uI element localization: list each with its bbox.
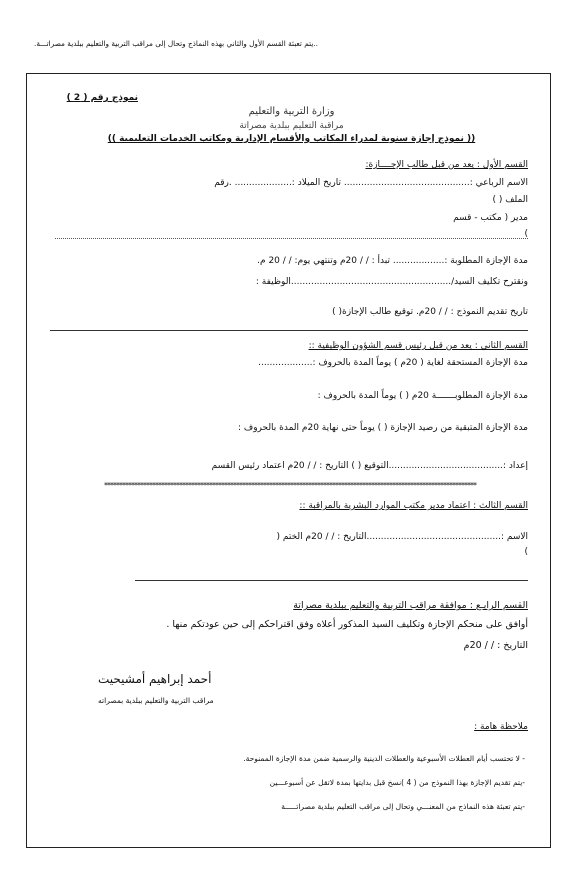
- section1-director-row: مدير ( مكتب - قسم: [453, 213, 528, 223]
- signatory-name: أحمد إبراهيم أمشيحيت: [98, 672, 212, 686]
- top-note: ..يتم تعبئة القسم الأول والثاني بهذه النماذج وتحال إلى مراقب التربية والتعليم ببلدية مصراتـــة.: [34, 39, 319, 48]
- section1-paren-close: ): [524, 229, 528, 239]
- section3-paren-close: ): [524, 547, 528, 557]
- section1-duration-row: مدة الإجازة المطلوبة :.................. تبدأ : / / 20م وتنتهي يوم: / / 20 م.: [257, 256, 528, 266]
- section3-title: القسم الثالث : اعتماد مدير مكتب الموارد البشرية بالمراقبة ::: [299, 501, 528, 511]
- note-item: -يتم تقديم الإجازة بهذا النموذج من ( 4 )نسخ قبل بدايتها بمدة لاتقل عن أسبوعـــين: [269, 778, 525, 787]
- notes-title: ملاحظة هامة :: [474, 722, 528, 732]
- section1-submit-row: تاريخ تقديم النموذج : / / 20م. توقيع طالب الإجازة( ): [332, 307, 528, 317]
- stars-divider: ****************************************************************************************************************************: [104, 481, 476, 490]
- ministry-name: وزارة التربية والتعليم: [248, 106, 335, 117]
- form-subtitle: (( نموذج إجازة سنوية لمدراء المكاتب والأقسام الإدارية ومكاتب الخدمات التعليمية )): [107, 134, 476, 144]
- section4-title: القسم الرابـع : موافقة مراقب التربية والتعليم ببلدية مصراتة: [293, 600, 528, 611]
- signatory-title: مراقب التربية والتعليم ببلدية بمصراته: [98, 696, 214, 705]
- section1-divider: [50, 330, 528, 331]
- section1-blank-line: [55, 238, 528, 239]
- section3-divider: [135, 580, 528, 581]
- section1-name-row: الاسم الرباعي :............................................ تاريخ الميلاد :.................... .رقم: [214, 178, 528, 188]
- note-item: - لا تحتسب أيام العطلات الأسبوعية والعطلات الدينية والرسمية ضمن مدة الإجازة الممنوحة.: [243, 754, 525, 763]
- section2-remaining-row: مدة الإجازة المتبقية من رصيد الإجازة ( ) يوماً حتى نهاية 20م المدة بالحروف :: [237, 423, 528, 433]
- section1-title: القسم الأول : يعد من قبل طالب الإجــــازة:: [365, 160, 528, 170]
- section4-approval-text: أوافق على منحكم الإجازة وتكليف السيد المذكور أعلاه وفق اقتراحكم إلى حين عودتكم منها .: [166, 619, 528, 630]
- section3-name-row: الاسم :...............................................التاريخ : / / 20م الختم (: [276, 532, 528, 542]
- form-number: نموذج رقم ( 2 ): [66, 93, 138, 103]
- section1-delegate-row: ونقترح تكليف السيد/........................................................الوظيفة :: [255, 277, 528, 287]
- section2-requested-row: مدة الإجازة المطلوبـــــــة 20م ( ) يوماً المدة بالحروف :: [317, 391, 528, 401]
- note-item: -يتم تعبئة هذه النماذج من المعنـــي وتحال إلى مراقب التعليم ببلدية مصراتـــــة: [281, 802, 525, 811]
- section2-title: القسم الثاني : يعد من قبل رئيس قسم الشؤون الوظيفية ::: [308, 341, 528, 351]
- office-name: مراقبة التعليم ببلدية مصراتة: [239, 121, 344, 131]
- section1-file-row: الملف ( ): [492, 195, 528, 205]
- section2-entitled-row: مدة الإجازة المستحقة لغاية ( 20م ) يوماً المدة بالحروف :...................: [258, 358, 528, 368]
- section4-date-row: التاريخ : / / 20م: [463, 640, 528, 651]
- section2-prepared-row: إعداد :........................................التوقيع ( ) التاريخ : / / 20م اعتماد رئيس القسم: [211, 461, 528, 471]
